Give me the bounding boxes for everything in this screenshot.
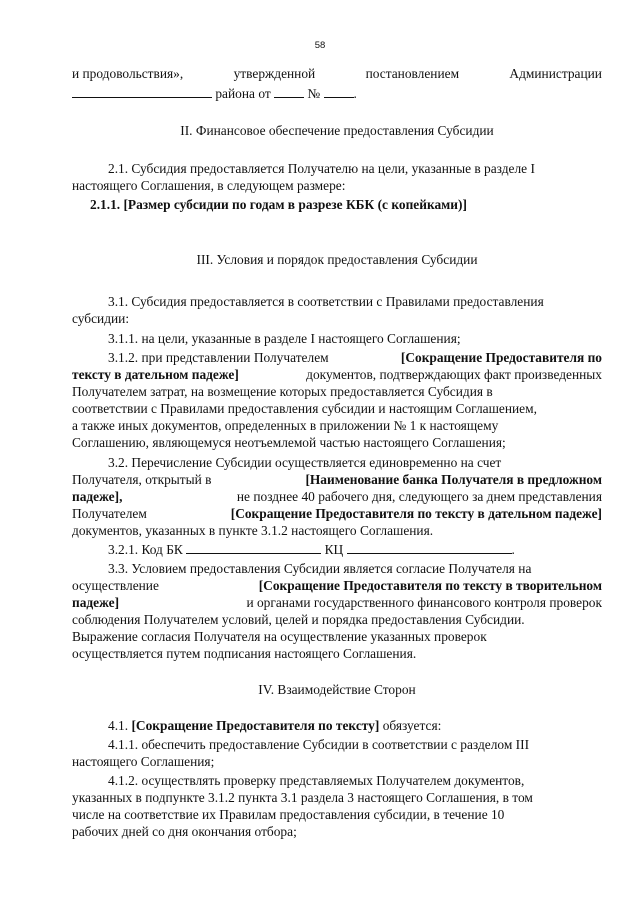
blank-line: [347, 541, 512, 554]
bold-placeholder: [Сокращение Предоставителя по тексту в дательном падеже]: [230, 506, 602, 521]
bold-placeholder: [Сокращение Предоставителя по тексту в творительном: [258, 578, 602, 593]
paragraph-3-1-2: [72, 349, 602, 366]
paragraph-3-1-cont: субсидии:: [72, 311, 130, 326]
paragraph-3-1-2-l4: соответствии с Правилами предоставления субсидии и настоящим Соглашением,: [72, 401, 537, 416]
intro-word: и продовольствия»,: [72, 66, 184, 81]
paragraph-3-1-2-l2: [72, 366, 602, 383]
paragraph-3-2-l3: [72, 488, 602, 505]
bold-placeholder: [Сокращение Предоставителя по тексту]: [131, 718, 380, 733]
text-span: документов, подтверждающих факт произведенных: [306, 367, 602, 382]
bold-placeholder: тексту в дательном падеже]: [72, 367, 239, 382]
paragraph-4-1-2-l3: числе на соответствие их Правилам предоставления субсидии, в течение 10: [72, 807, 505, 822]
paragraph-3-1-1: 3.1.1. на цели, указанные в разделе I настоящего Соглашения;: [108, 331, 461, 346]
intro-text: №: [307, 86, 321, 101]
paragraph-3-2-l5: документов, указанных в пункте 3.1.2 настоящего Соглашения.: [72, 523, 434, 538]
blank-line: [72, 85, 212, 98]
text-span: и органами государственного финансового контроля проверок: [246, 595, 602, 610]
section-3-heading: III. Условия и порядок предоставления Субсидии: [196, 252, 478, 267]
bold-placeholder: [Наименование банка Получателя в предложном: [305, 472, 602, 487]
text-span: .: [511, 542, 515, 557]
text-span: обязуется:: [382, 718, 442, 733]
intro-text: .: [353, 86, 357, 101]
paragraph-3-3-l2: [72, 577, 602, 594]
intro-word: утвержденной: [233, 66, 316, 81]
intro-line-2: [72, 85, 602, 102]
paragraph-2-1: [72, 160, 602, 177]
paragraph-3-1-2-l6: Соглашению, являющемуся неотъемлемой частью настоящего Соглашения;: [72, 435, 506, 450]
paragraph-3-3-l5: Выражение согласия Получателя на осуществление указанных проверок: [72, 629, 487, 644]
paragraph-3-2-l2: [72, 471, 602, 488]
paragraph-3-3-l3: [72, 594, 602, 611]
bold-placeholder: [Сокращение Предоставителя по: [400, 350, 602, 365]
paragraph-3-1: 3.1. Субсидия предоставляется в соответствии с Правилами предоставления: [108, 294, 544, 309]
intro-word: постановлением: [365, 66, 460, 81]
paragraph-4-1-2-l2: указанных в подпункте 3.1.2 пункта 3.1 раздела 3 настоящего Соглашения, в том: [72, 790, 533, 805]
paragraph-3-1-2-l3: Получателем затрат, на возмещение которых предоставляется Субсидия в: [72, 384, 493, 399]
paragraph-3-2-1: [72, 541, 602, 558]
blank-line: [274, 85, 304, 98]
text-span: не позднее 40 рабочего дня, следующего за днем представления: [236, 489, 602, 504]
intro-word: Администрации: [509, 66, 602, 81]
bold-placeholder: падеже]: [72, 595, 120, 610]
paragraph-3-2-l4: [72, 505, 602, 522]
paragraph-3-2: 3.2. Перечисление Субсидии осуществляется единовременно на счет: [108, 455, 502, 470]
paragraph-4-1: [72, 717, 602, 734]
paragraph-2-1-cont: настоящего Соглашения, в следующем размере:: [72, 178, 346, 193]
text-span: 3.2.1. Код БК: [108, 542, 183, 557]
text-span: 4.1.: [108, 718, 129, 733]
page-number: 58: [314, 40, 326, 51]
bold-placeholder: падеже],: [72, 489, 123, 504]
text-span: осуществление: [72, 578, 159, 593]
text-span: КЦ: [324, 542, 344, 557]
intro-line-1: [72, 65, 602, 82]
paragraph-3-3-l4: соблюдения Получателем условий, целей и порядка предоставления Субсидии.: [72, 612, 525, 627]
paragraph-3-3-l6: осуществляется путем подписания настоящего Соглашения.: [72, 646, 417, 661]
intro-text: района от: [215, 86, 271, 101]
blank-line: [324, 85, 354, 98]
paragraph-4-1-1-cont: настоящего Соглашения;: [72, 754, 215, 769]
paragraph-4-1-2-l4: рабочих дней со дня окончания отбора;: [72, 824, 297, 839]
paragraph-4-1-1: 4.1.1. обеспечить предоставление Субсидии в соответствии с разделом III: [108, 737, 530, 752]
text-line: 2.1. Субсидия предоставляется Получателю на цели, указанные в разделе I: [108, 161, 535, 176]
section-4-heading: IV. Взаимодействие Сторон: [258, 682, 416, 697]
paragraph-3-1-2-l5: а также иных документов, определенных в приложении № 1 к настоящему: [72, 418, 499, 433]
paragraph-2-1-1: 2.1.1. [Размер субсидии по годам в разрезе КБК (с копейками)]: [90, 197, 467, 212]
text-span: 3.1.2. при представлении Получателем: [108, 350, 329, 365]
section-2-heading: II. Финансовое обеспечение предоставления Субсидии: [180, 123, 494, 138]
blank-line: [186, 541, 321, 554]
text-span: Получателем: [72, 506, 147, 521]
paragraph-4-1-2: 4.1.2. осуществлять проверку представляемых Получателем документов,: [108, 773, 525, 788]
text-span: Получателя, открытый в: [72, 472, 212, 487]
paragraph-3-3: 3.3. Условием предоставления Субсидии является согласие Получателя на: [108, 561, 532, 576]
